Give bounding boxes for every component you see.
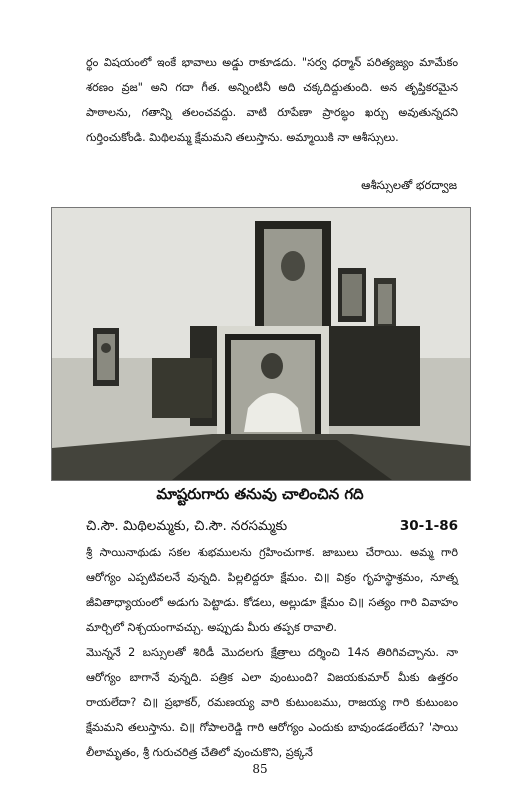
page-number: 85 xyxy=(252,762,268,776)
letter-paragraph-2: మొన్ననే 2 బస్సులతో శిరిడీ మొదలగు క్షేత్రాలు దర్శించి 14న తిరిగివచ్చాను. నా ఆరోగ్యం బాగానే వున్నది. పత్రిక ఎలా వుంటుంది? విజయకుమార్ మీకు ఉత్తరం రాయలేదా? చి॥ ప్రభాకర్, రమణయ్య వారి కుటుంబము, రాజయ్య గారి కుటుంబం క్షేమమని తలుస్తాను. చి॥ గోపాలరెడ్డి గారి ఆరోగ్యం ఎందుకు బావుండడంలేదు? 'సాయి లీలామృతం, శ్రీ గురుచరిత్ర చేతిలో వుంచుకొని, ప్రక్కనే xyxy=(86,646,458,759)
letter-header xyxy=(86,518,458,540)
letter-date: 30-1-86 xyxy=(399,518,458,534)
letter-addressee: చి.సౌ. మిథిలమ్మకు, చి.సౌ. నరసమ్మకు xyxy=(86,518,288,534)
photo-room-portraits xyxy=(51,207,471,481)
letter-paragraph-1: శ్రీ సాయినాథుడు సకల శుభములను గ్రహించుగాక. జాబులు చేరాయి. అమ్మ గారి ఆరోగ్యం ఎప్పటివలనే వున్నది. పిల్లలిద్దరూ క్షేమం. చి॥ విక్రం గృహస్థాశ్రమం, నూత్న జీవితాధ్యాయంలో అడుగు పెట్టాడు. కోడలు, అల్లుడూ క్షేమం చి॥ సత్యం గారి వివాహం మార్చిలో నిశ్చయంగావచ్చు. అప్పుడు మీరు తప్పక రావాలి. xyxy=(86,546,458,634)
photo-caption: మాష్టరుగారు తనువు చాలించిన గది xyxy=(156,485,364,503)
letter-paragraph xyxy=(86,540,458,765)
top-paragraph: ర్థం విషయంలో ఇంకే భావాలు అడ్డు రాకూడదు. "సర్వ ధర్మాన్ పరిత్యజ్యం మామేకం శరణం వ్రజ" అని గదా గీత. అన్నింటినీ అది చక్కదిద్దుతుంది. అన తృప్తికరమైన పాఠాలను, గతాన్ని తలంచవద్దు. వాటి రూపేణా ప్రారబ్ధం ఖర్చు అవుతున్నదని గుర్తించుకోండి. మిథిలమ్మ క్షేమమని తలుస్తాను. అమ్మాయికి నా ఆశీస్సులు. xyxy=(86,56,458,144)
room-with-portraits-photo xyxy=(52,208,470,480)
letter-signoff: ఆశీస్సులతో భరద్వాజ xyxy=(361,178,457,192)
